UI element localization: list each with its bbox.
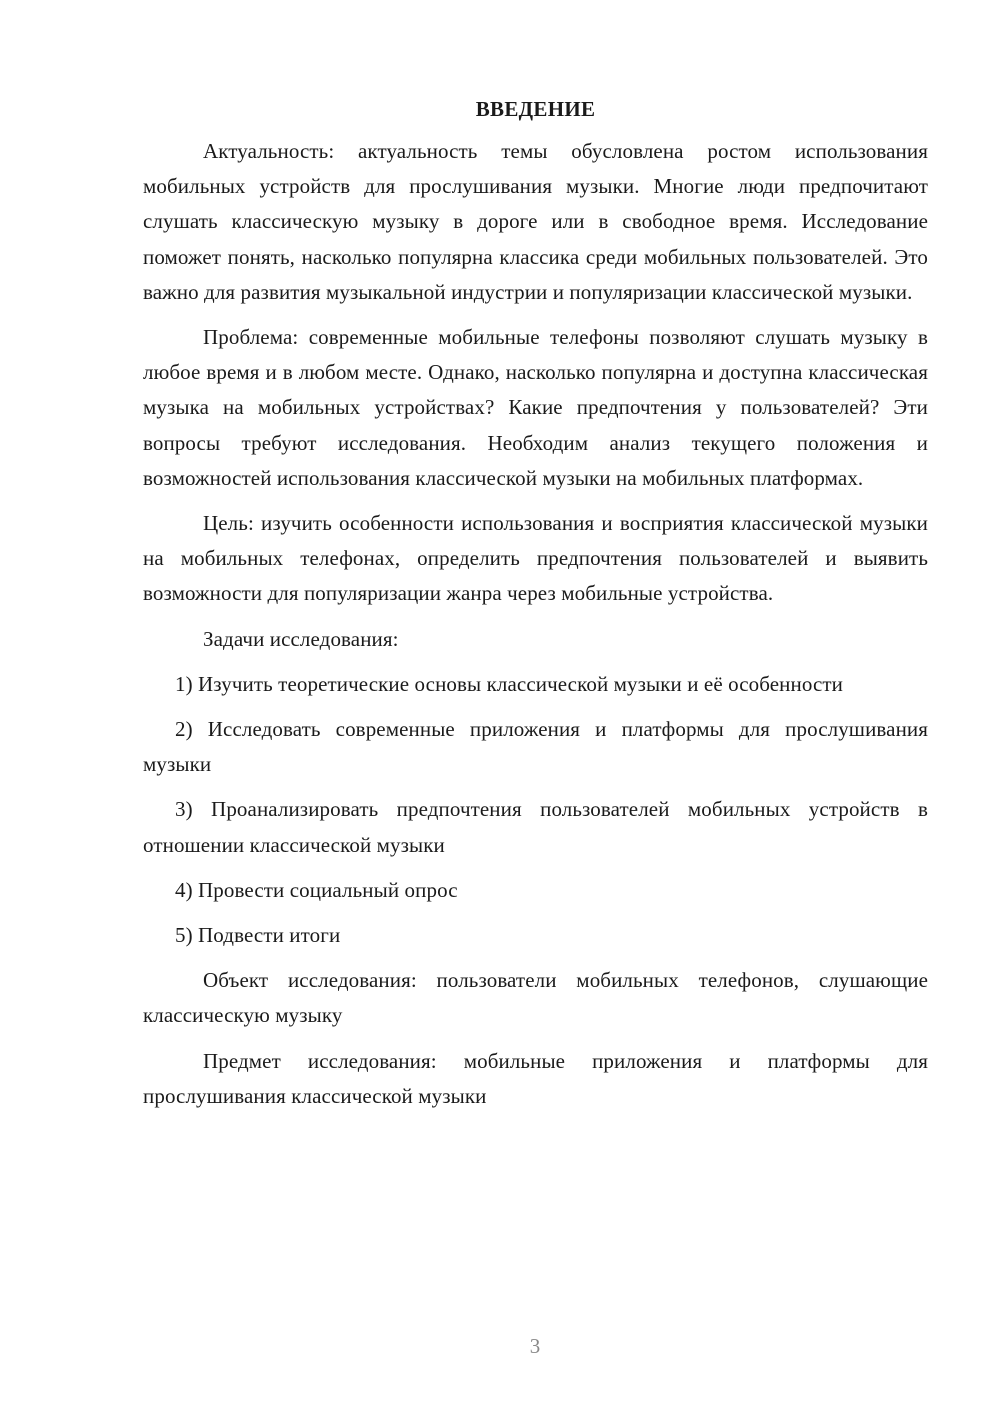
tasks-title: Задачи исследования: [203, 626, 399, 651]
task-item-5: 5) Подвести итоги [175, 923, 341, 948]
problem-paragraph: Проблема: современные мобильные телефоны позволяют слушать музыку в любое время и в любом месте. Однако, насколько популярна и доступна классическая музыка на мобильных устройствах? Какие предпочтения у пользователей? Эти вопросы требуют исследования. Необходим анализ текущего положения и возможностей использования классической музыки на мобильных платформах. [143, 325, 928, 490]
task-item-3: 3) Проанализировать предпочтения пользователей мобильных устройств в отношении классической музыки [143, 797, 928, 857]
object-paragraph: Объект исследования: пользователи мобильных телефонов, слушающие классическую музыку [143, 968, 928, 1028]
subject-paragraph: Предмет исследования: мобильные приложения и платформы для прослушивания классической музыки [143, 1048, 928, 1108]
document-page [143, 92, 928, 1124]
page-title: ВВЕДЕНИЕ [475, 97, 596, 121]
task-item-1: 1) Изучить теоретические основы классической музыки и её особенности [175, 671, 844, 696]
goal-paragraph: Цель: изучить особенности использования и восприятия классической музыки на мобильных телефонах, определить предпочтения пользователей и выявить возможности для популяризации жанра через мобильные устройства. [143, 511, 928, 606]
relevance-paragraph: Актуальность: актуальность темы обусловлена ростом использования мобильных устройств для прослушивания музыки. Многие люди предпочитают слушать классическую музыку в дороге или в свободное время. Исследование поможет понять, насколько популярна классика среди мобильных пользователей. Это важно для развития музыкальной индустрии и популяризации классической музыки. [143, 139, 928, 304]
task-item-2: 2) Исследовать современные приложения и платформы для прослушивания музыки [143, 717, 928, 777]
page-number: 3 [529, 1334, 541, 1358]
task-item-4: 4) Провести социальный опрос [175, 877, 458, 902]
